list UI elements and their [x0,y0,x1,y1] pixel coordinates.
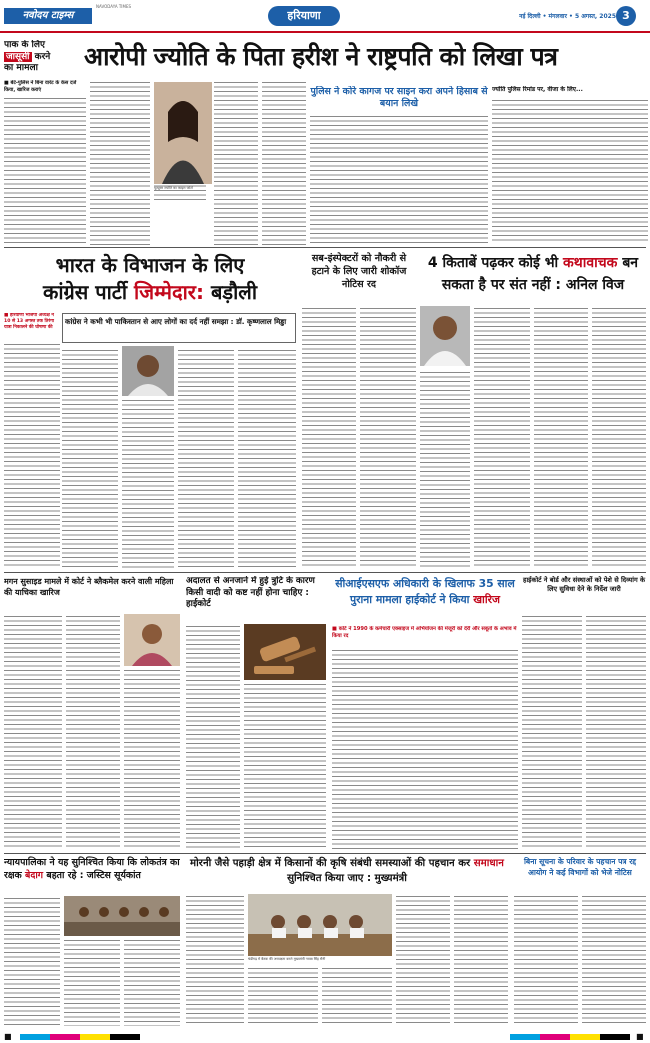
bowler-column-2 [66,614,120,850]
page-number-badge [616,6,636,26]
partition-line1: भारत के विभाजन के लिए [55,253,245,277]
footer-bar [0,1030,650,1043]
date-line: नई दिल्ली • मंगलवार • 5 अगस्त, 2025 [519,13,616,20]
gavel-icon [244,624,326,680]
color-strip-right [510,1034,630,1040]
event-photo [64,896,180,936]
partition-inset-headline: कांग्रेस ने कभी भी पाकिस्तान से आए लोगों का दर्द नहीं समझा : डॉ. कृष्णलाल मिड्ढा [65,317,287,326]
morni-column-2 [248,966,318,1026]
partition-headline [4,252,296,310]
cisf-bullet: ■ कोर्ट ने 1990 के कर्मचारी एक्साइज में अभियोजन की मंजूरी को देरी और सबूतों के अभाव में किया रद [332,626,517,639]
tag-line3: का मामला [4,63,38,73]
court-column-2 [244,682,326,850]
tag-line1: पाक के लिए [4,40,45,50]
partition-column-2 [62,348,118,568]
partition-column-1 [4,342,60,568]
cisf-headline-a: सीआईएसएफ अधिकारी के खिलाफ 35 साल पुराना मामला हाईकोर्ट ने किया [335,577,515,606]
vij-portrait [420,306,470,366]
vij-column-2 [474,306,530,568]
cisf-headline [332,576,518,624]
tag-line2b: करने [34,52,51,62]
footer-right-mark: ■ [636,1032,644,1041]
partition-inset [62,313,296,343]
partition-line2b: जिम्मेदार: [134,280,204,304]
bowler-column-3 [124,668,180,850]
color-strip [20,1034,140,1040]
vij-headline-a: 4 किताबें पढ़कर कोई भी [427,255,559,271]
section-divider-1 [4,247,646,248]
lead-photo-caption: यूट्यूबर ज्योति का फाइल फोटो [154,186,193,190]
morni-headline-a: मोरनी जैसे पहाड़ी क्षेत्र में किसानों की कृषि संबंधी समस्याओं की पहचान कर [190,858,471,869]
page-number: 3 [622,9,630,22]
section-divider-2 [4,572,646,573]
lead-column-1 [4,96,86,246]
jasoosi-tag [4,40,76,78]
section-label: हरियाणा [287,9,321,22]
police-box-body [310,114,488,246]
lead-subhead: ■ बेटे-पुलिस ने बिना वारंट के केस दर्ज किया, खारिज कराएं [4,80,77,93]
judiciary-column-1 [4,896,60,1026]
laptop-box-headline: ज्योति पुलिस रिमांड पर, वीजा के लिए... [492,86,583,93]
partition-bullet: ■ हरियाणा भाजपा अध्यक्ष ने 10 से 13 अगस्त तक तिरंगा यात्रा निकालने की घोषणा की [4,313,54,330]
partition-column-5 [238,348,296,568]
vij-headline-c: बन सकता है पर संत नहीं : अनिल विज [441,255,639,293]
partition-column-3 [122,398,174,568]
police-box [310,86,488,246]
morni-column-1 [186,894,244,1026]
cisf-headline-b: खारिज [473,593,501,606]
masthead [0,0,650,36]
masthead-band [0,0,650,30]
newspaper-logo[interactable] [4,8,92,24]
meeting-photo [248,894,392,956]
morni-column-4 [396,894,450,1026]
morni-column-3 [322,966,392,1026]
judiciary-column-3 [124,938,180,1026]
vij-headline [420,252,646,304]
inspectors-column-1 [302,306,356,568]
morni-headline [186,856,508,890]
inspectors-headline: सब-इंस्पेक्टरों को नौकरी से हटाने के लिए जारी शोकॉज नोटिस रद [311,253,407,290]
inspectors-column-2 [360,306,416,568]
lead-column-2 [90,80,150,246]
partition-column-4 [178,348,234,568]
cisf-body [332,648,518,850]
judiciary-column-2 [64,938,120,1026]
laptop-box [492,86,648,246]
vij-headline-b: कथावाचक [563,255,618,271]
bowler-headline: मगन सुसाइड मामले में कोर्ट ने ब्लैकमेल करने वाली महिला की याचिका खारिज [4,577,174,597]
hc-right-headline: हाईकोर्ट ने बोर्ड और संस्थाओं को पेशे से दिव्यांग के लिए सुविधा देने के निर्देश जारी [522,576,646,593]
footer-left-mark: ■ [4,1032,12,1041]
hc-right-column-2 [586,614,646,850]
vij-photo [420,306,470,366]
lead-column-5 [262,80,306,246]
partition-line2c: बड़ौली [210,280,258,304]
court-column-1 [186,624,240,850]
lead-headline: आरोपी ज्योति के पिता हरीश ने राष्ट्रपति को लिखा पत्र [84,42,558,71]
laptop-box-body [492,98,648,243]
judiciary-headline-c: बेदाग [25,870,44,881]
hc-right-column-1 [522,614,582,850]
partition-line2a: कांग्रेस पार्टी [42,280,128,304]
partition-photo [122,346,174,396]
logo-text: नवोदय टाइम्स [22,10,74,21]
vij-column-3 [534,306,588,568]
woman-photo [154,82,212,184]
morni-headline-c: सुनिश्चित किया जाए : मुख्यमंत्री [287,873,407,884]
judiciary-headline-a: न्यायपालिका ने यह सुनिश्चित किया कि लोकतंत्र [4,857,167,868]
lead-column-4 [214,80,258,246]
ppp-headline: बिना सूचना के परिवार के पहचान पत्र रद्द आयोग ने कई विभागों को भेजे नोटिस [523,857,637,877]
politician-photo [122,346,174,396]
bowler-photo [124,614,180,666]
judiciary-headline [4,856,180,894]
judiciary-headline-d: बहता रहे : जस्टिस सूर्यकांत [46,870,141,881]
court-headline: अदालत से अनजाने में हुई त्रुटि के कारण किसी वादी को कष्ट नहीं होना चाहिए : हाईकोर्ट [186,576,315,609]
vij-column-4 [592,306,646,568]
ppp-column-2 [582,894,646,1026]
judiciary-headline-b: का रक्षक [4,857,180,881]
morni-photo [248,894,392,956]
masthead-rule [0,31,650,33]
woman-photo-2 [124,614,180,666]
section-badge [268,6,340,26]
ppp-column-1 [514,894,578,1026]
court-gavel-photo [244,624,326,680]
section-divider-3 [4,853,646,854]
morni-headline-b: समाधान [473,858,504,869]
bowler-column-1 [4,614,62,850]
lead-photo [154,82,212,184]
edition-label: NAVODAYA TIMES [96,4,132,9]
vij-column-1 [420,370,470,568]
morni-photo-caption: चंडीगढ़ में बैठक की अध्यक्षता करते मुख्यमंत्री नायब सिंह सैनी [248,957,326,961]
judiciary-photo [64,896,180,936]
police-box-headline: पुलिस ने कोरे कागज पर साइन करा अपने हिसाब से बयान लिखे [310,86,488,109]
morni-column-5 [454,894,508,1026]
tag-highlight: जासूसी [6,52,30,62]
